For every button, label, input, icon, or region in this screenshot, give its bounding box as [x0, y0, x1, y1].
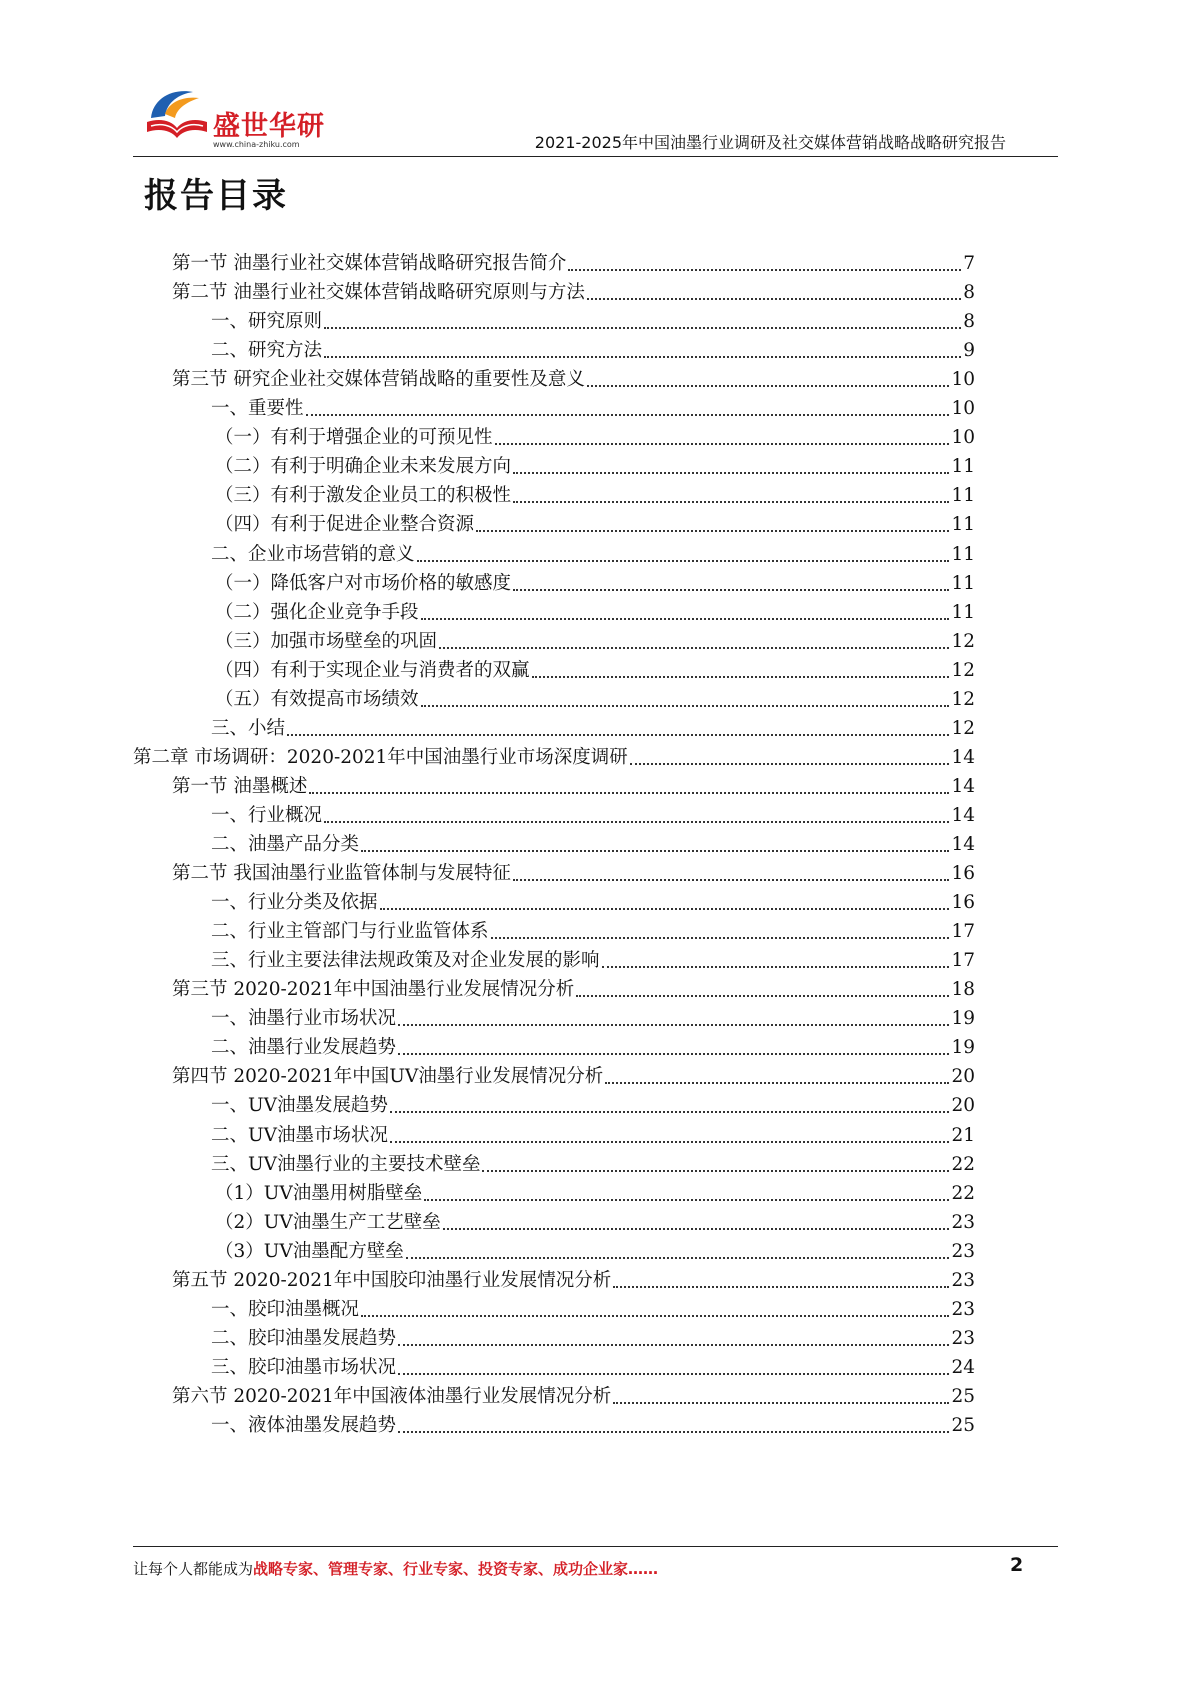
toc-leader-dots [602, 966, 950, 968]
toc-entry-title: （三）加强市场壁垒的巩固 [215, 630, 438, 652]
page-title: 报告目录 [144, 176, 288, 216]
toc-entry[interactable] [211, 1000, 975, 1031]
toc-entry-page: 24 [951, 1356, 975, 1378]
toc-leader-dots [406, 1257, 950, 1259]
toc-entry-page: 21 [951, 1124, 975, 1146]
toc-entry-page: 19 [951, 1037, 975, 1059]
toc-entry[interactable] [211, 1291, 975, 1322]
toc-leader-dots [421, 618, 950, 620]
toc-entry-title: 一、行业分类及依据 [211, 892, 378, 914]
toc-entry[interactable] [211, 390, 975, 421]
toc-entry[interactable] [211, 913, 975, 944]
toc-entry-title: 第三节 研究企业社交媒体营销战略的重要性及意义 [172, 369, 585, 391]
toc-entry[interactable] [211, 797, 975, 828]
toc-entry-page: 12 [951, 717, 975, 739]
toc-entry[interactable] [211, 942, 975, 973]
toc-entry-page: 11 [951, 485, 975, 507]
toc-entry[interactable] [172, 361, 975, 392]
toc-entry-page: 18 [951, 979, 975, 1001]
toc-entry-title: （三）有利于激发企业员工的积极性 [215, 485, 512, 507]
toc-entry-title: 一、重要性 [211, 398, 304, 420]
toc-entry-title: 三、小结 [211, 717, 286, 739]
toc-entry-title: 二、胶印油墨发展趋势 [211, 1327, 397, 1349]
brand-logo [143, 84, 333, 154]
toc-entry-page: 12 [951, 688, 975, 710]
footer-slogan [133, 1558, 658, 1579]
toc-leader-dots [482, 1170, 949, 1172]
toc-entry[interactable] [211, 1320, 975, 1351]
toc-entry[interactable] [172, 245, 975, 276]
toc-entry-title: 第四节 2020-2021年中国UV油墨行业发展情况分析 [172, 1066, 604, 1088]
toc-entry[interactable] [211, 1087, 975, 1118]
toc-leader-dots [398, 1344, 949, 1346]
toc-entry[interactable] [172, 971, 975, 1002]
toc-entry[interactable] [211, 826, 975, 857]
toc-entry-title: 第六节 2020-2021年中国液体油墨行业发展情况分析 [172, 1385, 612, 1407]
toc-entry-title: （四）有利于促进企业整合资源 [215, 514, 475, 536]
toc-entry-page: 16 [951, 863, 975, 885]
toc-leader-dots [491, 937, 950, 939]
toc-entry-page: 17 [951, 950, 975, 972]
toc-entry[interactable] [211, 506, 975, 537]
toc-entry-title: 二、油墨产品分类 [211, 834, 360, 855]
toc-leader-dots [324, 821, 949, 823]
toc-entry[interactable] [172, 768, 975, 799]
report-title: 2021-2025年中国油墨行业调研及社交媒体营销战略战略研究报告 [534, 133, 1006, 152]
toc-leader-dots [309, 792, 949, 794]
brand-name: 盛世华研 [213, 111, 325, 142]
toc-entry-page: 14 [951, 804, 975, 826]
toc-entry-page: 9 [963, 340, 975, 362]
book-logo-icon [143, 84, 213, 146]
toc-entry[interactable] [211, 448, 975, 479]
toc-entry[interactable] [211, 1117, 975, 1148]
toc-leader-dots [361, 1315, 949, 1317]
toc-entry[interactable] [133, 739, 975, 770]
toc-entry[interactable] [211, 1233, 975, 1264]
toc-leader-dots [398, 1373, 949, 1375]
toc-leader-dots [587, 385, 950, 387]
toc-entry[interactable] [211, 332, 975, 363]
toc-entry-page: 22 [951, 1182, 975, 1204]
toc-leader-dots [513, 879, 950, 881]
toc-entry-title: 一、行业概况 [211, 804, 323, 826]
toc-entry[interactable] [211, 1204, 975, 1235]
toc-entry-title: 二、UV油墨市场状况 [211, 1124, 388, 1146]
toc-entry[interactable] [211, 681, 975, 712]
toc-leader-dots [287, 734, 949, 736]
toc-entry-page: 8 [963, 311, 975, 333]
page-number: 2 [1010, 1554, 1024, 1576]
toc-entry-title: 第二节 我国油墨行业监管体制与发展特征 [172, 863, 511, 885]
toc-entry-title: 三、UV油墨行业的主要技术壁垒 [211, 1153, 481, 1175]
toc-entry-title: 二、企业市场营销的意义 [211, 543, 415, 565]
toc-leader-dots [324, 327, 961, 329]
toc-entry-page: 7 [963, 253, 975, 274]
footer-divider [133, 1546, 1058, 1547]
toc-leader-dots [398, 1053, 949, 1055]
toc-entry-page: 12 [951, 630, 975, 652]
toc-entry-title: 二、油墨行业发展趋势 [211, 1037, 397, 1059]
toc-entry-page: 10 [951, 427, 975, 449]
toc-entry-page: 10 [951, 398, 975, 420]
toc-leader-dots [443, 1228, 950, 1230]
toc-entry-title: 一、UV油墨发展趋势 [211, 1095, 388, 1117]
toc-leader-dots [439, 647, 949, 649]
toc-entry[interactable] [172, 855, 975, 886]
toc-entry-title: 一、液体油墨发展趋势 [211, 1415, 397, 1436]
toc-entry-page: 19 [951, 1008, 975, 1030]
toc-leader-dots [380, 908, 950, 910]
toc-entry-page: 25 [951, 1385, 975, 1407]
toc-leader-dots [324, 356, 961, 358]
toc-entry-page: 11 [951, 543, 975, 565]
toc-leader-dots [513, 501, 949, 503]
toc-entry[interactable] [211, 652, 975, 683]
toc-entry-title: 三、行业主要法律法规政策及对企业发展的影响 [211, 950, 600, 972]
toc-entry-title: 一、油墨行业市场状况 [211, 1008, 397, 1030]
toc-entry[interactable] [211, 565, 975, 596]
toc-entry-title: 三、胶印油墨市场状况 [211, 1356, 397, 1378]
toc-entry[interactable] [172, 1378, 975, 1409]
toc-leader-dots [398, 1024, 949, 1026]
toc-entry[interactable] [211, 710, 975, 741]
toc-entry-page: 11 [951, 572, 975, 594]
toc-entry-page: 23 [951, 1298, 975, 1320]
toc-entry[interactable] [211, 623, 975, 654]
toc-entry-page: 11 [951, 514, 975, 536]
toc-entry-page: 20 [951, 1095, 975, 1117]
toc-leader-dots [421, 705, 950, 707]
header-divider [133, 156, 1058, 157]
toc-leader-dots [424, 1199, 949, 1201]
toc-leader-dots [513, 589, 949, 591]
toc-entry[interactable] [211, 477, 975, 508]
toc-entry-title: 第一节 油墨概述 [172, 775, 308, 797]
toc-entry-page: 23 [951, 1211, 975, 1233]
toc-entry-title: （二）强化企业竞争手段 [215, 601, 419, 623]
toc-entry-page: 22 [951, 1153, 975, 1175]
toc-entry-title: 一、胶印油墨概况 [211, 1298, 360, 1320]
toc-leader-dots [568, 269, 961, 271]
brand-url: www.china-zhiku.com [213, 140, 300, 149]
toc-entry-title: （四）有利于实现企业与消费者的双赢 [215, 659, 530, 681]
toc-leader-dots [390, 1111, 950, 1113]
toc-entry-title: （一）有利于增强企业的可预见性 [215, 427, 493, 449]
toc-leader-dots [613, 1286, 949, 1288]
toc-leader-dots [613, 1402, 949, 1404]
toc-entry-title: 二、研究方法 [211, 340, 323, 362]
toc-entry-page: 11 [951, 456, 975, 478]
toc-entry-page: 20 [951, 1066, 975, 1088]
toc-entry-page: 14 [951, 834, 975, 855]
toc-leader-dots [398, 1431, 949, 1433]
toc-entry-title: 第三节 2020-2021年中国油墨行业发展情况分析 [172, 979, 575, 1001]
toc-entry[interactable] [211, 536, 975, 567]
toc-entry-title: （一）降低客户对市场价格的敏感度 [215, 572, 512, 594]
toc-entry[interactable] [211, 1349, 975, 1380]
toc-entry[interactable] [172, 1262, 975, 1293]
toc-entry-title: 一、研究原则 [211, 311, 323, 333]
toc-entry[interactable] [172, 1058, 975, 1089]
toc-entry-title: （五）有效提高市场绩效 [215, 688, 419, 710]
toc-entry-page: 23 [951, 1327, 975, 1349]
toc-entry-page: 17 [951, 921, 975, 943]
toc-entry[interactable] [211, 303, 975, 334]
toc-entry-title: （2）UV油墨生产工艺壁垒 [215, 1211, 441, 1233]
toc-entry[interactable] [211, 884, 975, 915]
page-header [133, 78, 1058, 158]
toc-entry[interactable] [211, 419, 975, 450]
toc-leader-dots [361, 850, 949, 852]
toc-entry-page: 12 [951, 659, 975, 681]
toc-leader-dots [476, 530, 949, 532]
toc-entry-page: 23 [951, 1240, 975, 1262]
toc-entry[interactable] [172, 274, 975, 305]
toc-entry-page: 8 [963, 282, 975, 304]
toc-leader-dots [495, 443, 950, 445]
footer-slogan-highlight: 战略专家、管理专家、行业专家、投资专家、成功企业家…… [253, 1560, 659, 1578]
toc-entry[interactable] [211, 1146, 975, 1177]
toc-entry-title: 第五节 2020-2021年中国胶印油墨行业发展情况分析 [172, 1269, 612, 1291]
toc-entry[interactable] [211, 1029, 975, 1060]
toc-entry-page: 11 [951, 601, 975, 623]
toc-leader-dots [513, 472, 949, 474]
toc-leader-dots [576, 995, 949, 997]
toc-leader-dots [630, 763, 950, 765]
toc-entry-title: 二、行业主管部门与行业监管体系 [211, 921, 489, 943]
toc-leader-dots [605, 1082, 949, 1084]
toc-entry-page: 25 [951, 1415, 975, 1436]
toc-entry-page: 14 [951, 775, 975, 797]
toc-entry-title: （二）有利于明确企业未来发展方向 [215, 456, 512, 478]
toc-entry[interactable] [211, 594, 975, 625]
toc-entry[interactable] [211, 1175, 975, 1206]
toc-entry-title: （3）UV油墨配方壁垒 [215, 1240, 404, 1262]
toc-entry-page: 10 [951, 369, 975, 391]
toc-entry-title: 第二节 油墨行业社交媒体营销战略研究原则与方法 [172, 282, 585, 304]
toc-leader-dots [390, 1141, 950, 1143]
footer-slogan-prefix: 让每个人都能成为 [133, 1560, 254, 1578]
toc-leader-dots [587, 298, 961, 300]
toc-entry-page: 16 [951, 892, 975, 914]
toc-entry[interactable] [211, 1407, 975, 1438]
toc-leader-dots [306, 414, 950, 416]
toc-entry-page: 14 [951, 746, 975, 768]
toc-leader-dots [417, 560, 950, 562]
toc-entry-title: 第一节 油墨行业社交媒体营销战略研究报告简介 [172, 253, 567, 274]
toc-leader-dots [532, 676, 950, 678]
toc-entry-title: （1）UV油墨用树脂壁垒 [215, 1182, 423, 1204]
toc-entry-title: 第二章 市场调研：2020-2021年中国油墨行业市场深度调研 [133, 746, 628, 768]
toc-entry-page: 23 [951, 1269, 975, 1291]
